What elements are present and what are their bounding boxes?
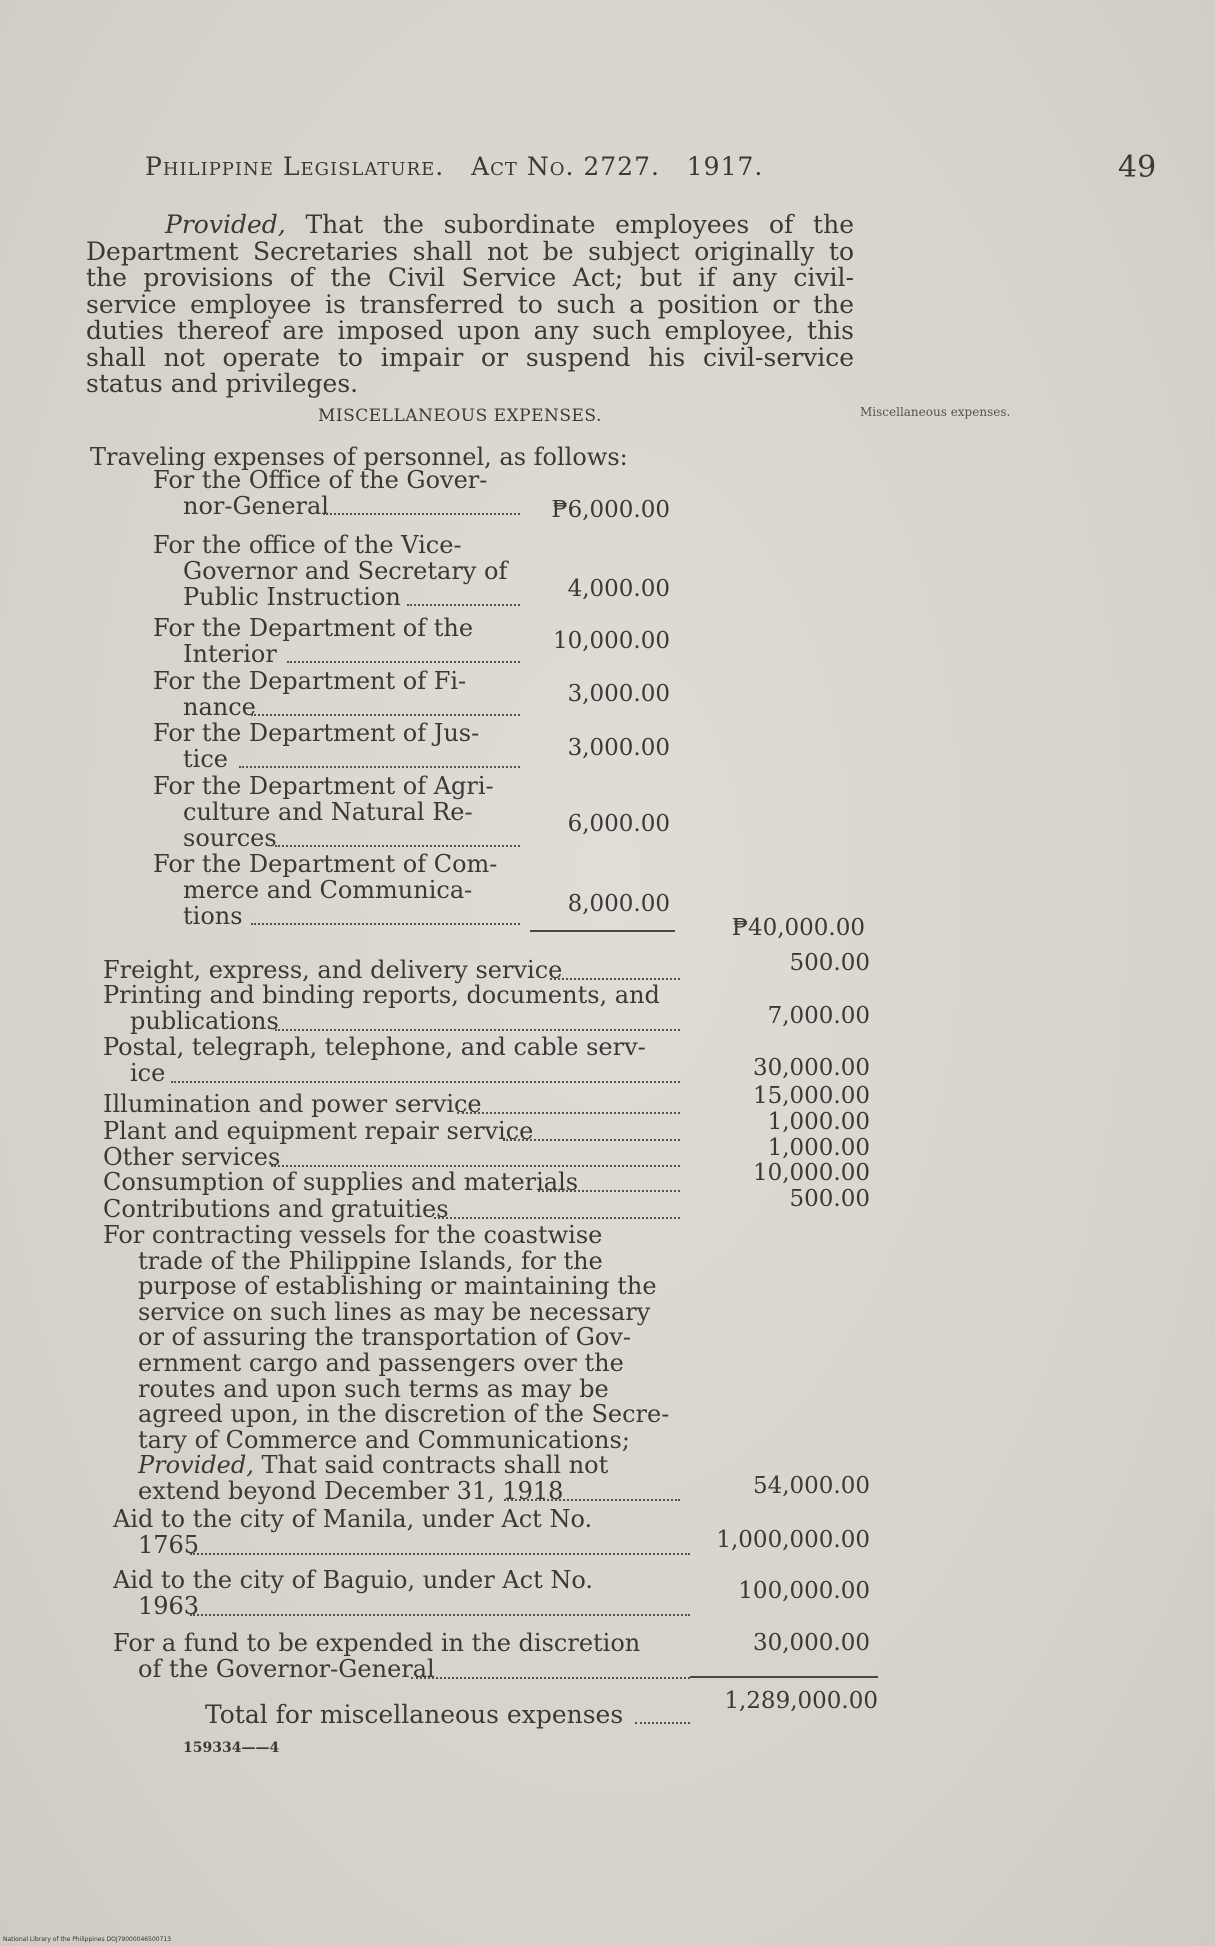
expense-item-amount: 500.00: [789, 1186, 870, 1212]
traveling-item-line: nor-General: [183, 492, 329, 520]
expense-item-line: ernment cargo and passengers over the: [138, 1349, 624, 1377]
traveling-item-amount: 3,000.00: [567, 735, 670, 761]
leader-dots: [239, 766, 520, 768]
expense-item-line: ice: [130, 1058, 166, 1087]
expense-item-line: Illumination and power service: [103, 1090, 482, 1118]
leader-dots: [275, 845, 520, 847]
section-title: MISCELLANEOUS EXPENSES.: [318, 406, 602, 426]
leader-dots: [411, 1677, 690, 1679]
subtotal-rule: [530, 930, 675, 932]
expense-item-amount: 30,000.00: [752, 1055, 870, 1081]
header-legislature: Philippine Legislature.: [145, 152, 445, 181]
expense-item-line: For a fund to be expended in the discretion: [113, 1629, 641, 1657]
expense-item-line: extend beyond December 31, 1918: [138, 1477, 564, 1505]
traveling-item-line: sources: [183, 824, 277, 852]
leader-dots: [251, 714, 520, 716]
traveling-intro: Traveling expenses of personnel, as follows:: [90, 443, 628, 471]
traveling-item-amount: 6,000.00: [567, 811, 670, 837]
expense-item-line: service on such lines as may be necessary: [138, 1297, 651, 1326]
expense-item-line: Printing and binding reports, documents, and: [103, 981, 660, 1009]
page-number: 49: [1118, 150, 1157, 185]
traveling-item-amount: 3,000.00: [567, 681, 670, 707]
leader-dots: [407, 604, 520, 606]
leader-dots: [538, 1190, 680, 1192]
expense-item-amount: 1,000.00: [767, 1109, 870, 1135]
traveling-item-line: For the office of the Vice-: [153, 531, 462, 559]
traveling-item-line: For the Department of Agri-: [153, 772, 494, 800]
leader-dots: [251, 923, 520, 925]
expense-item-line: publications: [130, 1006, 279, 1035]
expense-item-line: Consumption of supplies and materials: [103, 1168, 579, 1196]
traveling-item-amount: 8,000.00: [567, 891, 670, 917]
leader-dots: [457, 1112, 680, 1114]
total-rule: [690, 1676, 878, 1678]
traveling-item-line: merce and Communica-: [183, 876, 473, 904]
expense-item-line: of the Governor-General: [138, 1654, 435, 1683]
archive-label: National Library of the Philippines DOJ79000046500713: [3, 1936, 172, 1943]
expense-item-amount: 15,000.00: [752, 1083, 870, 1109]
expense-item-amount: 7,000.00: [767, 1003, 870, 1029]
leader-dots: [323, 513, 520, 515]
expense-item-amount: 30,000.00: [752, 1630, 870, 1656]
leader-dots: [434, 1217, 680, 1219]
expense-item-amount: 500.00: [789, 950, 870, 976]
traveling-item-line: For the Office of the Gover-: [153, 466, 488, 494]
expense-item-line: trade of the Philippine Islands, for the: [138, 1246, 603, 1275]
expense-item-line: or of assuring the transportation of Gov-: [138, 1323, 631, 1352]
expense-item-line: Aid to the city of Manila, under Act No.: [113, 1505, 593, 1533]
leader-dots: [550, 978, 680, 980]
leader-dots: [635, 1722, 690, 1724]
expense-item-line: Freight, express, and delivery service: [103, 956, 563, 984]
traveling-item-line: Public Instruction: [183, 583, 401, 611]
leader-dots: [271, 1165, 680, 1167]
expense-item-line: Plant and equipment repair service: [103, 1117, 534, 1145]
traveling-item-amount: ₱6,000.00: [551, 497, 670, 523]
traveling-subtotal: ₱40,000.00: [731, 915, 865, 941]
expense-item-amount: 100,000.00: [738, 1578, 870, 1604]
traveling-item-line: For the Department of Jus-: [153, 719, 480, 747]
expense-item-line: tary of Commerce and Communications;: [138, 1425, 630, 1454]
traveling-item-line: culture and Natural Re-: [183, 798, 473, 826]
expense-item-amount: 1,000.00: [767, 1135, 870, 1161]
proviso-text: That the subordinate employees of the Department Secretaries shall not be subject originally to the provisions of the Civil Service Act; but if any civil-service employee is transferred to such a position or the duties thereof are imposed upon any such employee, this shall not operate to impair or suspend his civil-service status and privileges.: [86, 210, 854, 398]
expense-item-line: Postal, telegraph, telephone, and cable serv-: [103, 1033, 646, 1061]
traveling-item-line: Governor and Secretary of: [183, 557, 508, 585]
total-amount: 1,289,000.00: [724, 1688, 878, 1714]
expense-item-line: Provided, That said contracts shall not: [138, 1451, 609, 1480]
running-header: [145, 152, 763, 181]
traveling-item-line: tice: [183, 745, 228, 773]
expense-item-line: Contributions and gratuities: [103, 1195, 449, 1223]
header-year: 1917.: [686, 152, 764, 181]
expense-item-line: 1963: [138, 1591, 200, 1620]
traveling-item-line: For the Department of Com-: [153, 850, 498, 878]
leader-dots: [287, 661, 520, 663]
expense-item-line: purpose of establishing or maintaining the: [138, 1272, 657, 1301]
proviso-paragraph: [86, 212, 854, 398]
leader-dots: [275, 1029, 680, 1031]
expense-item-amount: 10,000.00: [752, 1160, 870, 1186]
traveling-item-line: For the Department of the: [153, 614, 474, 642]
expense-item-line: routes and upon such terms as may be: [138, 1374, 609, 1403]
leader-dots: [171, 1081, 680, 1083]
traveling-item-amount: 10,000.00: [552, 628, 670, 654]
expense-item-line: 1765: [138, 1530, 200, 1559]
traveling-item-line: For the Department of Fi-: [153, 667, 467, 695]
expense-item-line: Other services: [103, 1143, 281, 1171]
expense-item-line: Aid to the city of Baguio, under Act No.: [113, 1566, 593, 1594]
margin-note: Miscellaneous expenses.: [860, 405, 1011, 419]
leader-dots: [190, 1614, 690, 1616]
proviso-lead: Provided,: [165, 210, 286, 239]
total-label: Total for miscellaneous expenses: [205, 1700, 624, 1729]
traveling-item-amount: 4,000.00: [567, 576, 670, 602]
expense-item-amount: 1,000,000.00: [716, 1527, 870, 1553]
leader-dots: [190, 1553, 690, 1555]
expense-item-amount: 54,000.00: [752, 1473, 870, 1499]
expense-item-line: For contracting vessels for the coastwise: [103, 1221, 603, 1249]
expense-item-line: agreed upon, in the discretion of the Secre-: [138, 1400, 670, 1429]
print-signature: 159334——4: [183, 1740, 280, 1756]
leader-dots: [504, 1499, 680, 1501]
traveling-item-line: tions: [183, 902, 243, 930]
header-act: Act No. 2727.: [471, 152, 660, 181]
traveling-item-line: nance: [183, 693, 256, 721]
leader-dots: [503, 1139, 680, 1141]
traveling-item-line: Interior: [183, 640, 277, 668]
